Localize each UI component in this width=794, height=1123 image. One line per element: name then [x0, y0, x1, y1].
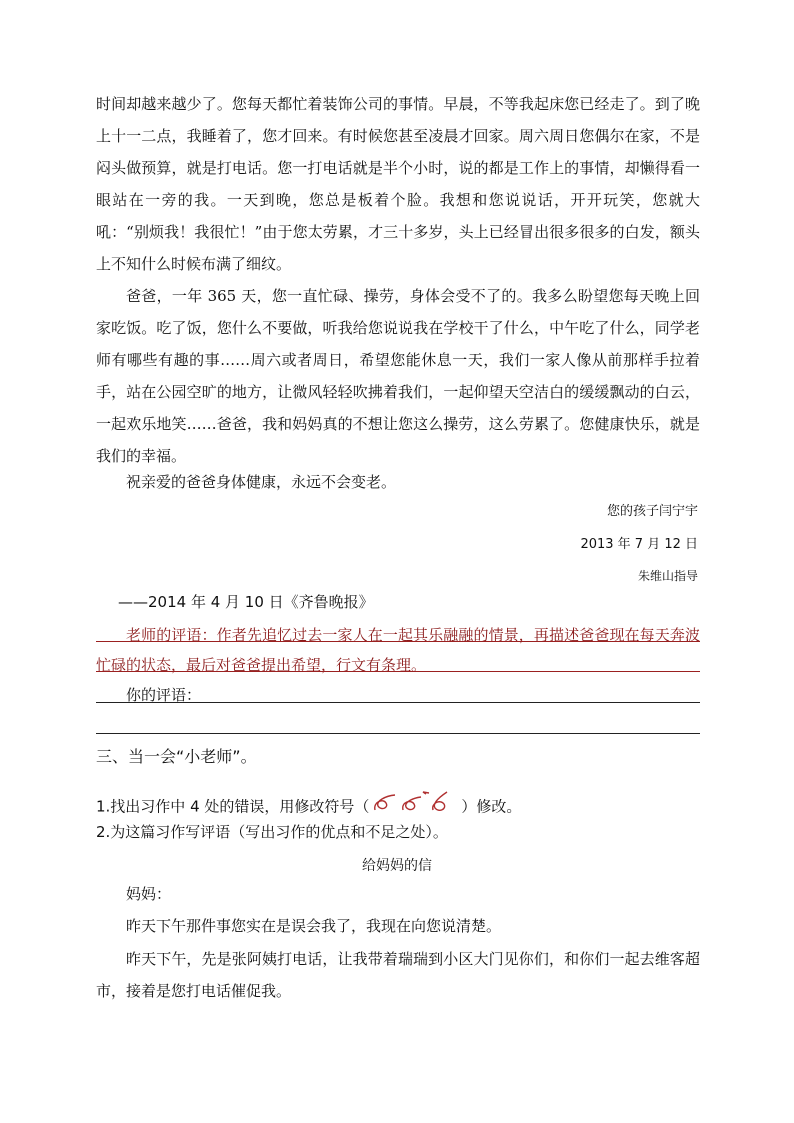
section-3-item-2: 2.为这篇习作写评语（写出习作的优点和不足之处）。: [96, 823, 448, 841]
item-1-text-before: 1.找出习作中 4 处的错误，用修改符号（: [96, 797, 370, 816]
letter-paragraph-3: 祝亲爱的爸爸身体健康，永远不会变老。: [126, 473, 397, 491]
exercise-paragraph-1: 昨天下午那件事您实在是误会我了，我现在向您说清楚。: [126, 917, 502, 935]
comment-underline-1: [96, 641, 700, 642]
section-3-item-1: [96, 790, 521, 824]
exercise-salutation: 妈妈：: [126, 885, 172, 903]
teacher-comment: 老师的评语：作者先追忆过去一家人在一起其乐融融的情景，再描述爸爸现在每天奔波忙碌的状态，最后对爸爸提出希望，行文有条理。: [96, 626, 700, 674]
correction-symbols-icon: [371, 790, 459, 824]
letter-signature: 您的孩子闫宁宇: [606, 504, 698, 519]
section-3-heading: 三、当一会“小老师”。: [96, 747, 257, 766]
exercise-title: 给妈妈的信: [362, 858, 432, 874]
your-comment-line-1[interactable]: [96, 702, 700, 703]
letter-instructor: 朱维山指导: [637, 569, 698, 583]
letter-paragraph-1: 时间却越来越少了。您每天都忙着装饰公司的事情。早晨，不等我起床您已经走了。到了晚上十一二点，我睡着了，您才回来。有时候您甚至凌晨才回家。周六周日您偶尔在家，不是闷头做预算，就是打电话。您一打电话就是半个小时，说的都是工作上的事情，却懒得看一眼站在一旁的我。一天到晚，您总是板着个脸。我想和您说说话，开开玩笑，您就大吼：“别烦我！我很忙！”由于您太劳累，才三十多岁，头上已经冒出很多很多的白发，额头上不知什么时候布满了细纹。: [96, 95, 700, 273]
letter-date: 2013 年 7 月 12 日: [580, 537, 698, 552]
letter-paragraph-2: 爸爸，一年 365 天，您一直忙碌、操劳，身体会受不了的。我多么盼望您每天晚上回家吃饭。吃了饭，您什么不要做，听我给您说说我在学校干了什么，中午吃了什么，同学老师有哪些有趣的事……周六或者周日，希望您能休息一天，我们一家人像从前那样手拉着手，站在公园空旷的地方，让微风轻轻吹拂着我们，一起仰望天空洁白的缓缓飘动的白云，一起欢乐地笑……爸爸，我和妈妈真的不想让您这么操劳，这么劳累了。您健康快乐，就是我们的幸福。: [96, 287, 700, 465]
item-1-text-after: ）修改。: [461, 797, 522, 816]
comment-underline-2: [96, 671, 700, 672]
letter-source: ——2014 年 4 月 10 日《齐鲁晚报》: [118, 593, 374, 611]
your-comment-line-2[interactable]: [96, 733, 700, 734]
your-comment-label: 你的评语：: [126, 686, 202, 704]
exercise-paragraph-2: 昨天下午，先是张阿姨打电话，让我带着瑞瑞到小区大门见你们，和你们一起去维客超市，接着是您打电话催促我。: [96, 950, 700, 1000]
